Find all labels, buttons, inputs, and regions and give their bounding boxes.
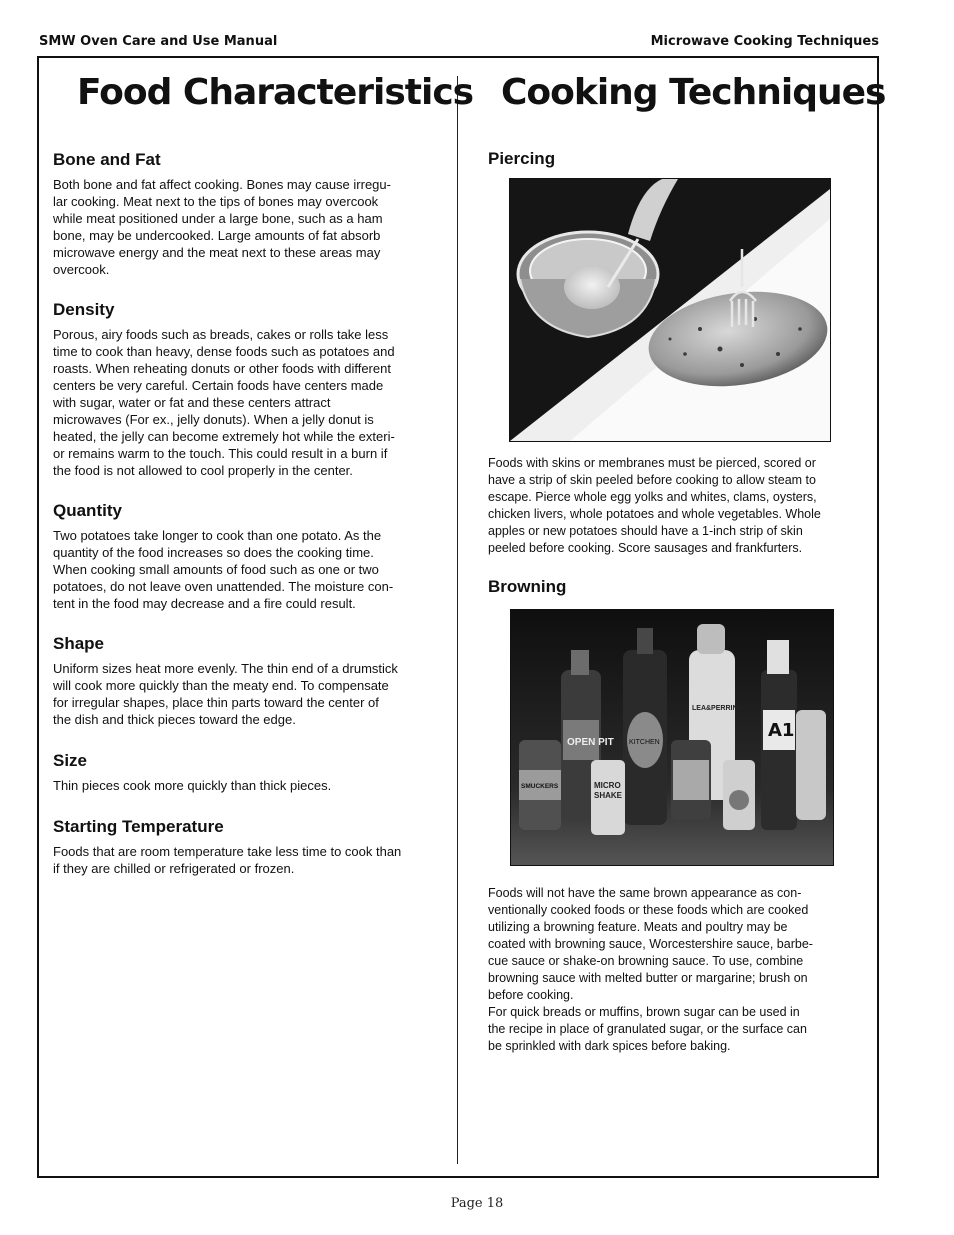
section-browning xyxy=(488,577,860,603)
section-shape xyxy=(53,634,433,728)
cooking-techniques-title: Cooking Techniques xyxy=(501,72,886,113)
piercing-illustration xyxy=(510,179,830,441)
egg xyxy=(564,265,620,309)
section-heading: Shape xyxy=(53,634,105,653)
piercing-photo xyxy=(509,178,831,442)
section-piercing xyxy=(488,149,860,175)
food-characteristics-title: Food Characteristics xyxy=(77,72,474,113)
section-heading: Bone and Fat xyxy=(53,150,161,169)
label-lea-perrins: LEA&PERRINS xyxy=(692,705,743,712)
section-browning-body xyxy=(488,885,860,1055)
section-heading: Browning xyxy=(488,577,567,596)
label-open-pit: OPEN PIT xyxy=(567,737,614,748)
section-body: Foods that are room temperature take less time to cook than if they are chilled or refrigerated or frozen. xyxy=(53,844,402,876)
label-smuckers: SMUCKERS xyxy=(521,783,559,790)
section-body: Foods with skins or membranes must be pierced, scored or have a strip of skin peeled before cooking to allow steam to escape. Pierce whole egg yolks and whites, clams, oysters, chicken livers, whole potatoes and whole vegetables. Whole apples or new potatoes should have a 1-inch strip of skin peeled before cooking. Score sausages and frankfurters. xyxy=(488,456,821,555)
manual-title: SMW Oven Care and Use Manual xyxy=(39,34,278,49)
chapter-title: Microwave Cooking Techniques xyxy=(650,34,879,49)
section-heading: Quantity xyxy=(53,501,122,520)
section-starting-temperature xyxy=(53,817,433,877)
section-density xyxy=(53,300,433,479)
section-heading: Density xyxy=(53,300,115,319)
section-bone-and-fat xyxy=(53,150,433,278)
running-header xyxy=(39,34,879,49)
browning-photo xyxy=(510,609,834,866)
section-piercing-body xyxy=(488,455,860,557)
label-kitchen-bouquet: KITCHEN xyxy=(629,739,660,746)
section-heading: Starting Temperature xyxy=(53,817,224,836)
section-body: Thin pieces cook more quickly than thick pieces. xyxy=(53,778,332,793)
section-body: Porous, airy foods such as breads, cakes or rolls take less time to cook than heavy, dense foods such as potatoes and roasts. When reheating donuts or other foods with different centers be very careful. Certain foods have centers made with sugar, water or fat and these centers attract microwaves (For ex., jelly donuts). When a jelly donut is heated, the jelly can become extremely hot while the exteri- or remains warm to the touch. This could result in a burn if the food is not allowed to cool properly in the center. xyxy=(53,327,395,478)
label-a1: A1 xyxy=(768,720,795,741)
page-number: Page 18 xyxy=(450,1196,504,1211)
section-body: Both bone and fat affect cooking. Bones may cause irregu- lar cooking. Meat next to the tips of bones may overcook while meat positioned under a large bone, such as a ham bone, may be undercooked. Large amounts of fat absorb microwave energy and the meat next to these areas may overcook. xyxy=(53,177,391,277)
section-quantity xyxy=(53,501,433,612)
section-body: Foods will not have the same brown appearance as con- ventionally cooked foods or these foods which are cooked utilizing a browning feature. Meats and poultry may be coated with browning sauce, Worcestershire sauce, barbe- cue sauce or shake-on browning sauce. To use, combine browning sauce with melted butter or margarine; brush on before cooking. For quick breads or muffins, brown sugar can be used in the recipe in place of granulated sugar, or the surface can be sprinkled with dark spices before baking. xyxy=(488,886,813,1053)
label-micro-shake: MICRO xyxy=(594,781,621,790)
section-heading: Piercing xyxy=(488,149,556,168)
svg-text:SHAKE: SHAKE xyxy=(594,791,623,800)
section-body: Uniform sizes heat more evenly. The thin end of a drumstick will cook more quickly than the meaty end. To compensate for irregular shapes, place thin parts toward the center of the dish and thick pieces toward the edge. xyxy=(53,661,398,727)
section-size xyxy=(53,751,433,794)
browning-products-illustration xyxy=(511,610,833,865)
column-divider xyxy=(457,76,458,1164)
section-heading: Size xyxy=(53,751,88,770)
section-body: Two potatoes take longer to cook than one potato. As the quantity of the food increases so does the cooking time. When cooking small amounts of food such as one or two potatoes, do not leave oven unattended. The moisture con- tent in the food may decrease and a fire could result. xyxy=(53,528,394,611)
